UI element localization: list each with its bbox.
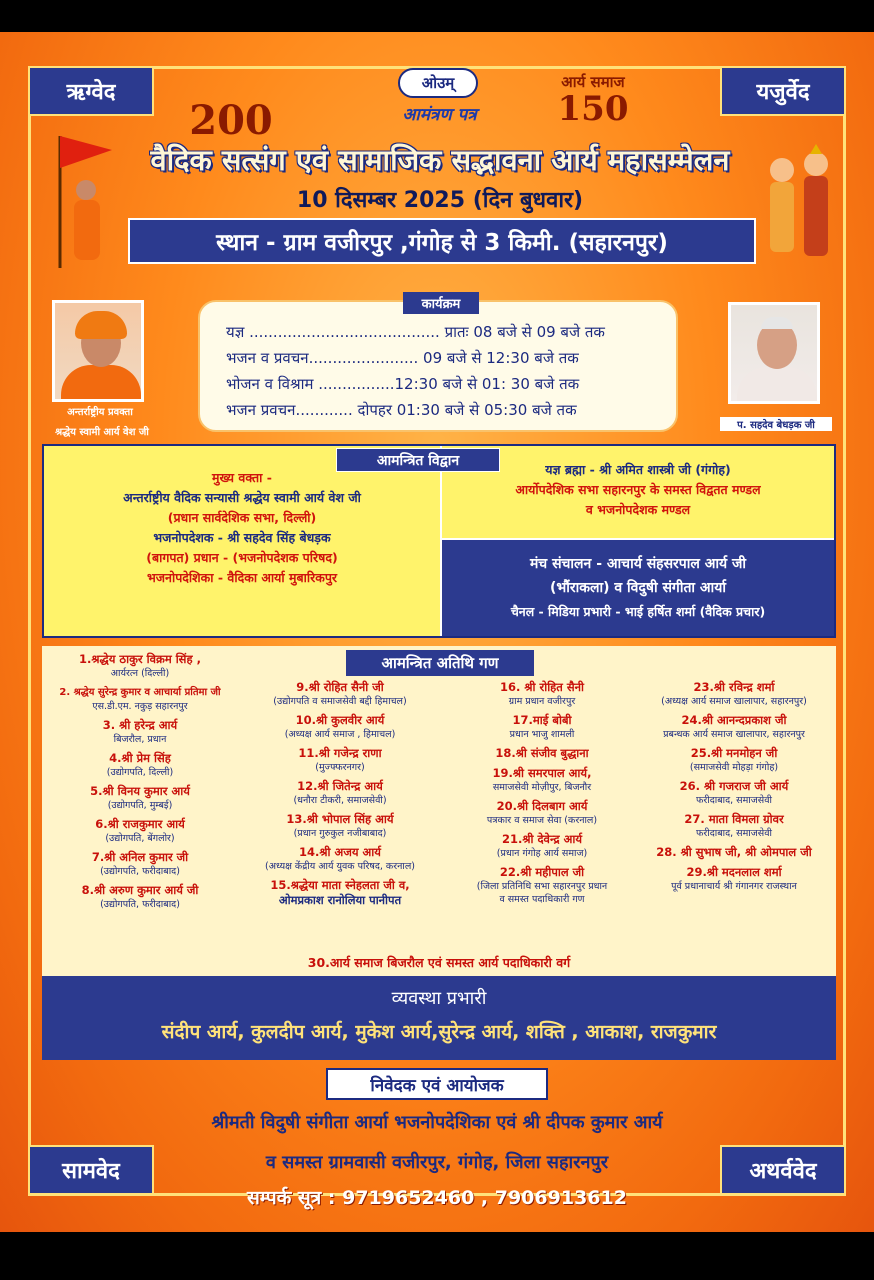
yagya-brahma: यज्ञ ब्रह्मा - श्री अमित शास्त्री जी (गंगोह)	[545, 462, 731, 477]
invited-scholars-right-bottom	[442, 540, 834, 636]
guest-name: 9.श्री रोहित सैनी जी	[296, 680, 384, 694]
invitation-poster	[0, 32, 874, 1232]
guest-name: 21.श्री देवेन्द्र आर्य	[501, 832, 583, 846]
saint-with-flag-illustration	[46, 128, 116, 278]
guest-detail: ग्राम प्रधान वजीरपुर	[508, 696, 576, 707]
guest-name: 26. श्री गजराज जी आर्य	[679, 779, 789, 793]
chief-speaker-label: मुख्य वक्ता -	[212, 470, 272, 485]
program-heading: कार्यक्रम	[403, 292, 479, 314]
guest-name: 23.श्री रविन्द्र शर्मा	[693, 680, 775, 694]
management-heading: व्यवस्था प्रभारी	[391, 988, 487, 1009]
guest-detail: व समस्त पदाधिकारी गण	[499, 894, 585, 905]
bhajanopdeshika: भजनोपदेशिका - वैदिका आर्या मुबारिकपुर	[146, 570, 338, 585]
stage-host: मंच संचालन - आचार्य संहसरपाल आर्य जी	[529, 556, 747, 572]
organizers-heading: निवेदक एवं आयोजक	[326, 1068, 548, 1100]
invited-scholars-right-top	[442, 446, 834, 538]
logo-150-number: 150	[557, 89, 629, 129]
guest-detail: (अध्यक्ष केंद्रीय आर्य युवक परिषद, करनाल)	[265, 861, 415, 872]
om-badge: ओउम्	[398, 68, 478, 98]
chief-speaker-role: (प्रधान सार्वदेशिक सभा, दिल्ली)	[167, 510, 317, 525]
guests-column-3	[444, 680, 640, 911]
corner-label-rigveda: ऋग्वेद	[28, 66, 154, 116]
corner-label-atharvaveda: अथर्ववेद	[720, 1145, 846, 1195]
guest-detail: फरीदाबाद, समाजसेवी	[696, 828, 772, 839]
portrait-left-caption-name: श्रद्धेय स्वामी आर्य वेश जी	[55, 427, 149, 438]
guest-name: 12.श्री जितेन्द्र आर्य	[297, 779, 383, 793]
bhajanopdeshak-role: (बागपत) प्रधान - (भजनोपदेशक परिषद)	[146, 550, 338, 565]
guest-detail: ओमप्रकाश रानोलिया पानीपत	[278, 893, 402, 907]
chief-speaker-name: अन्तर्राष्ट्रीय वैदिक सन्यासी श्रद्धेय स्वामी आर्य वेश जी	[123, 490, 361, 505]
corner-label-yajurveda: यजुर्वेद	[720, 66, 846, 116]
contact-numbers: सम्पर्क सूत्र : 9719652460 , 7906913612	[247, 1187, 627, 1209]
arya-samaj-150-logo	[538, 72, 648, 144]
management-names: संदीप आर्य, कुलदीप आर्य, मुकेश आर्य,सुरेन्द्र आर्य, शक्ति , आकाश, राजकुमार	[161, 1021, 717, 1043]
organizers-line-2: व समस्त ग्रामवासी वजीरपुर, गंगोह, जिला सहारनपुर	[265, 1152, 609, 1173]
organizers-line-1: श्रीमती विदुषी संगीता आर्या भजनोपदेशिका एवं श्री दीपक कुमार आर्य	[211, 1112, 663, 1133]
guest-detail: (उद्योगपति, फरीदाबाद)	[100, 866, 180, 877]
guest-name: 27. माता विमला ग्रोवर	[684, 812, 784, 826]
guests-column-2	[234, 680, 446, 913]
guests-column-1	[42, 652, 238, 916]
invited-guests-section	[42, 646, 836, 976]
guest-name: 5.श्री विनय कुमार आर्य	[90, 784, 190, 798]
portrait-sahdev-bedhadak	[728, 302, 820, 404]
guest-detail: (मुज्फ्फरनगर)	[315, 762, 365, 773]
guest-name: 18.श्री संजीव बुद्धाना	[495, 746, 589, 760]
logo-150-text: आर्य समाज	[561, 73, 625, 91]
bhajanopdeshak-mandal: व भजनोपदेशक मण्डल	[585, 502, 691, 517]
guest-detail: (समाजसेवी मोहड़ा गंगोह)	[689, 762, 779, 773]
program-row: यज्ञ ........................................ प्रातः 08 बजे से 09 बजे तक	[226, 323, 605, 341]
corner-label-samaveda: सामवेद	[28, 1145, 154, 1195]
bhajanopdeshak: भजनोपदेशक - श्री सहदेव सिंह बेधड़क	[153, 530, 331, 545]
guest-name: 22.श्री महीपाल जी	[499, 865, 585, 879]
program-row: भजन व प्रवचन....................... 09 बजे से 12:30 बजे तक	[226, 349, 579, 367]
guest-name: 8.श्री अरुण कुमार आर्य जी	[81, 883, 199, 897]
guest-detail: (अध्यक्ष आर्य समाज खालापार, सहारनपुर)	[661, 696, 807, 707]
guest-detail: (जिला प्रतिनिधि सभा सहारनपुर प्रधान	[476, 881, 608, 892]
guest-detail: प्रधान भाजु शामली	[509, 729, 575, 740]
event-date: 10 दिसम्बर 2025 (दिन बुधवार)	[296, 188, 584, 213]
invited-guests-heading: आमन्त्रित अतिथि गण	[346, 650, 534, 676]
guest-name: 14.श्री अजय आर्य	[299, 845, 381, 859]
guest-detail: (प्रधान गंगोह आर्य समाज)	[496, 848, 588, 859]
guest-name: 20.श्री दिलबाग आर्य	[496, 799, 588, 813]
anniversary-200-logo: 200	[189, 97, 273, 144]
guest-name: 2. श्रद्धेय सुरेन्द्र कुमार व आचार्या प्रतिमा जी	[59, 687, 221, 698]
media-incharge: चैनल - मिडिया प्रभारी - भाई हर्षित शर्मा (वैदिक प्रचार)	[510, 604, 766, 619]
guest-detail: (अध्यक्ष आर्य समाज , हिमाचल)	[284, 729, 396, 740]
guest-name: 25.श्री मनमोहन जी	[690, 746, 778, 760]
invited-scholars-heading: आमन्त्रित विद्वान	[336, 448, 500, 472]
guest-detail: समाजसेवी मोज़ीपुर, बिजनौर	[492, 782, 592, 793]
guest-name: 19.श्री समरपाल आर्य,	[492, 766, 592, 780]
portrait-right-caption: प. सहदेव बेधड़क जी	[720, 417, 832, 431]
guest-detail: (उद्योगपति, मुम्बई)	[107, 800, 173, 811]
invited-scholars-section	[42, 444, 836, 638]
guest-detail: (उद्योगपति, दिल्ली)	[106, 767, 174, 778]
guest-detail: पत्रकार व समाज सेवा (करनाल)	[486, 815, 598, 826]
guest-detail: फरीदाबाद, समाजसेवी	[696, 795, 772, 806]
portrait-left-caption-title: अन्तर्राष्ट्रीय प्रवक्ता	[67, 407, 133, 418]
guest-detail: बिजरौल, प्रधान	[113, 734, 167, 745]
deities-illustration	[756, 130, 840, 280]
guest-name: 13.श्री भोपाल सिंह आर्य	[286, 812, 394, 826]
guest-detail: (उद्योगपति व समाजसेवी बद्दी हिमाचल)	[273, 696, 407, 707]
guest-name: 4.श्री प्रेम सिंह	[109, 751, 171, 765]
guest-name: 1.श्रद्धेय ठाकुर विक्रम सिंह ,	[79, 652, 201, 666]
invited-scholars-left	[44, 446, 440, 636]
program-row: भजन प्रवचन............ दोपहर 01:30 बजे से 05:30 बजे तक	[226, 401, 577, 419]
portrait-swami-arya-vesh	[52, 300, 144, 402]
guest-detail: (धनौरा टीकरी, समाजसेवी)	[293, 795, 387, 806]
guest-name: 24.श्री आनन्दप्रकाश जी	[681, 713, 787, 727]
management-section	[42, 976, 836, 1060]
guest-name: 17.माई बोबी	[512, 713, 572, 727]
aryopdeshik-sabha: आर्योपदेशिक सभा सहारनपुर के समस्त विद्वतत मण्डल	[515, 482, 761, 497]
guest-last-entry: 30.आर्य समाज बिजरौल एवं समस्त आर्य पदाधिकारी वर्ग	[307, 955, 571, 970]
guest-detail: (प्रधान गुरुकुल नजीबाबाद)	[293, 828, 387, 839]
stage-host-location: (भौंराकला) व विदुषी संगीता आर्या	[550, 580, 726, 596]
invitation-label: आमंत्रण पत्र	[402, 105, 477, 125]
guest-name: 6.श्री राजकुमार आर्य	[95, 817, 185, 831]
guest-detail: (उद्योगपति, फरीदाबाद)	[100, 899, 180, 910]
guest-detail: आर्यरत्न (दिल्ली)	[110, 668, 170, 679]
guest-name: 28. श्री सुभाष जी, श्री ओमपाल जी	[656, 845, 812, 859]
guest-detail: प्रबन्धक आर्य समाज खालापार, सहारनपुर	[663, 729, 805, 740]
guest-name: 7.श्री अनिल कुमार जी	[91, 850, 189, 864]
guests-column-4	[634, 680, 834, 898]
guest-name: 15.श्रद्धेया माता स्नेहलता जी व,	[270, 878, 410, 892]
program-schedule	[198, 297, 678, 432]
event-venue: स्थान - ग्राम वजीरपुर ,गंगोह से 3 किमी. (सहारनपुर)	[128, 218, 756, 264]
program-row: भोजन व विश्राम ................12:30 बजे से 01: 30 बजे तक	[226, 375, 580, 393]
guest-detail: एस.डी.एम. नकुड़ सहारनपुर	[92, 701, 188, 712]
guest-detail: (उद्योगपति, बेंगलोर)	[105, 833, 175, 844]
event-title: वैदिक सत्संग एवं सामाजिक सद्भावना आर्य महासम्मेलन	[150, 143, 730, 177]
guest-name: 10.श्री कुलवीर आर्य	[295, 713, 385, 727]
guest-detail: पूर्व प्रधानाचार्य श्री गंगानगर राजस्थान	[671, 881, 797, 892]
guest-name: 3. श्री हरेन्द्र आर्य	[102, 718, 178, 732]
guest-name: 16. श्री रोहित सैनी	[500, 680, 584, 694]
guest-name: 29.श्री मदनलाल शर्मा	[686, 865, 782, 879]
guest-name: 11.श्री गजेन्द्र राणा	[298, 746, 382, 760]
